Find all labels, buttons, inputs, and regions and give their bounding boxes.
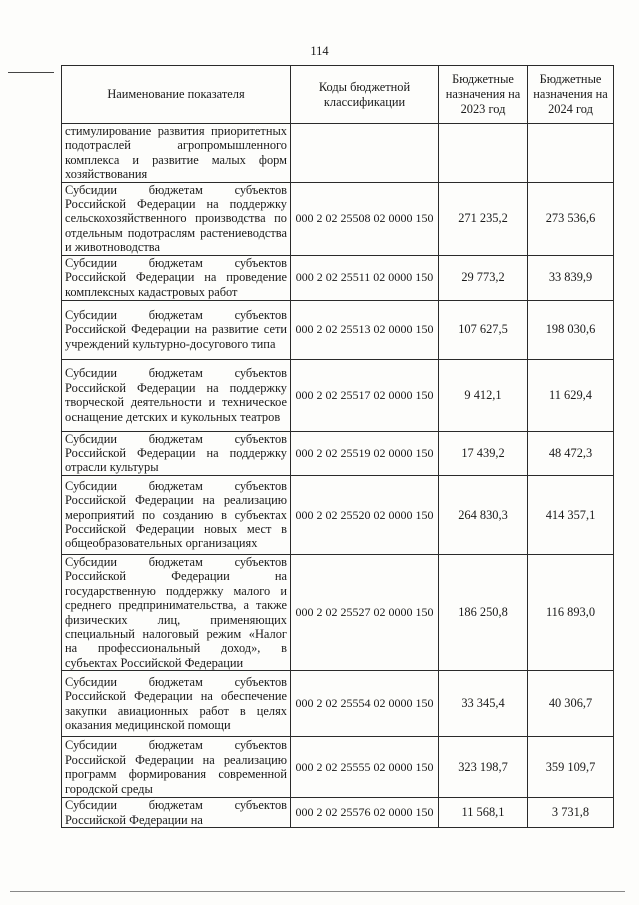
budget-code: 000 2 02 25520 02 0000 150: [291, 475, 439, 554]
allocation-2024: 11 629,4: [528, 359, 614, 431]
indicator-name: Субсидии бюджетам субъектов Российской Федерации на развитие сети учреждений культурно-досугового типа: [62, 300, 291, 359]
indicator-name: Субсидии бюджетам субъектов Российской Федерации на государственную поддержку малого и среднего предпринимательства, а также физических лиц, применяющих специальный налоговый режим «Налог на профессиональный доход», в субъектах Российской Федерации: [62, 554, 291, 670]
allocation-2024: 116 893,0: [528, 554, 614, 670]
allocation-2024: 359 109,7: [528, 737, 614, 798]
table-row: [62, 554, 614, 670]
indicator-name: Субсидии бюджетам субъектов Российской Федерации на поддержку творческой деятельности и техническое оснащение детских и кукольных театров: [62, 359, 291, 431]
allocation-2024: 198 030,6: [528, 300, 614, 359]
indicator-name: Субсидии бюджетам субъектов Российской Федерации на поддержку сельскохозяйственного производства по отдельным подотраслям растениеводства и животноводства: [62, 182, 291, 255]
budget-code: 000 2 02 25508 02 0000 150: [291, 182, 439, 255]
allocation-2024: 33 839,9: [528, 255, 614, 300]
table-row: [62, 182, 614, 255]
indicator-name: Субсидии бюджетам субъектов Российской Федерации на: [62, 798, 291, 828]
allocation-2023: 11 568,1: [439, 798, 528, 828]
header-allocation-2023: Бюджетные назначения на 2023 год: [439, 66, 528, 124]
allocation-2023: 9 412,1: [439, 359, 528, 431]
allocation-2023: [439, 124, 528, 183]
allocation-2023: 271 235,2: [439, 182, 528, 255]
header-indicator-name: Наименование показателя: [62, 66, 291, 124]
allocation-2024: 414 357,1: [528, 475, 614, 554]
allocation-2023: 33 345,4: [439, 671, 528, 737]
allocation-2024: 273 536,6: [528, 182, 614, 255]
allocation-2023: 29 773,2: [439, 255, 528, 300]
allocation-2024: 40 306,7: [528, 671, 614, 737]
table-row: [62, 671, 614, 737]
allocation-2024: 48 472,3: [528, 431, 614, 475]
header-allocation-2024: Бюджетные назначения на 2024 год: [528, 66, 614, 124]
margin-mark: [8, 72, 54, 73]
page-bottom-rule: [10, 891, 625, 892]
budget-code: 000 2 02 25554 02 0000 150: [291, 671, 439, 737]
allocation-2024: 3 731,8: [528, 798, 614, 828]
allocation-2023: 264 830,3: [439, 475, 528, 554]
budget-code: 000 2 02 25555 02 0000 150: [291, 737, 439, 798]
budget-code: 000 2 02 25527 02 0000 150: [291, 554, 439, 670]
table-row: [62, 300, 614, 359]
allocation-2023: 186 250,8: [439, 554, 528, 670]
allocation-2024: [528, 124, 614, 183]
allocation-2023: 107 627,5: [439, 300, 528, 359]
budget-code: [291, 124, 439, 183]
table-row: [62, 798, 614, 828]
indicator-name: Субсидии бюджетам субъектов Российской Федерации на реализацию мероприятий по созданию в субъектах Российской Федерации новых мест в общеобразовательных организациях: [62, 475, 291, 554]
budget-code: 000 2 02 25513 02 0000 150: [291, 300, 439, 359]
indicator-name: Субсидии бюджетам субъектов Российской Федерации на реализацию программ формирования современной городской среды: [62, 737, 291, 798]
table-header-row: [62, 66, 614, 124]
budget-code: 000 2 02 25517 02 0000 150: [291, 359, 439, 431]
budget-code: 000 2 02 25511 02 0000 150: [291, 255, 439, 300]
table-row: [62, 737, 614, 798]
table-row: [62, 431, 614, 475]
page-number: 114: [310, 44, 329, 58]
indicator-name: Субсидии бюджетам субъектов Российской Федерации на обеспечение закупки авиационных работ в целях оказания медицинской помощи: [62, 671, 291, 737]
table-row: [62, 475, 614, 554]
indicator-name: Субсидии бюджетам субъектов Российской Федерации на поддержку отрасли культуры: [62, 431, 291, 475]
indicator-name: Субсидии бюджетам субъектов Российской Федерации на проведение комплексных кадастровых работ: [62, 255, 291, 300]
budget-code: 000 2 02 25519 02 0000 150: [291, 431, 439, 475]
table-row: [62, 255, 614, 300]
header-budget-code: Коды бюджетной классификации: [291, 66, 439, 124]
table-row: [62, 359, 614, 431]
allocation-2023: 323 198,7: [439, 737, 528, 798]
allocation-2023: 17 439,2: [439, 431, 528, 475]
table-row: [62, 124, 614, 183]
budget-code: 000 2 02 25576 02 0000 150: [291, 798, 439, 828]
budget-table: [61, 65, 614, 828]
indicator-name: стимулирование развития приоритетных подотраслей агропромышленного комплекса и развитие малых форм хозяйствования: [62, 124, 291, 183]
